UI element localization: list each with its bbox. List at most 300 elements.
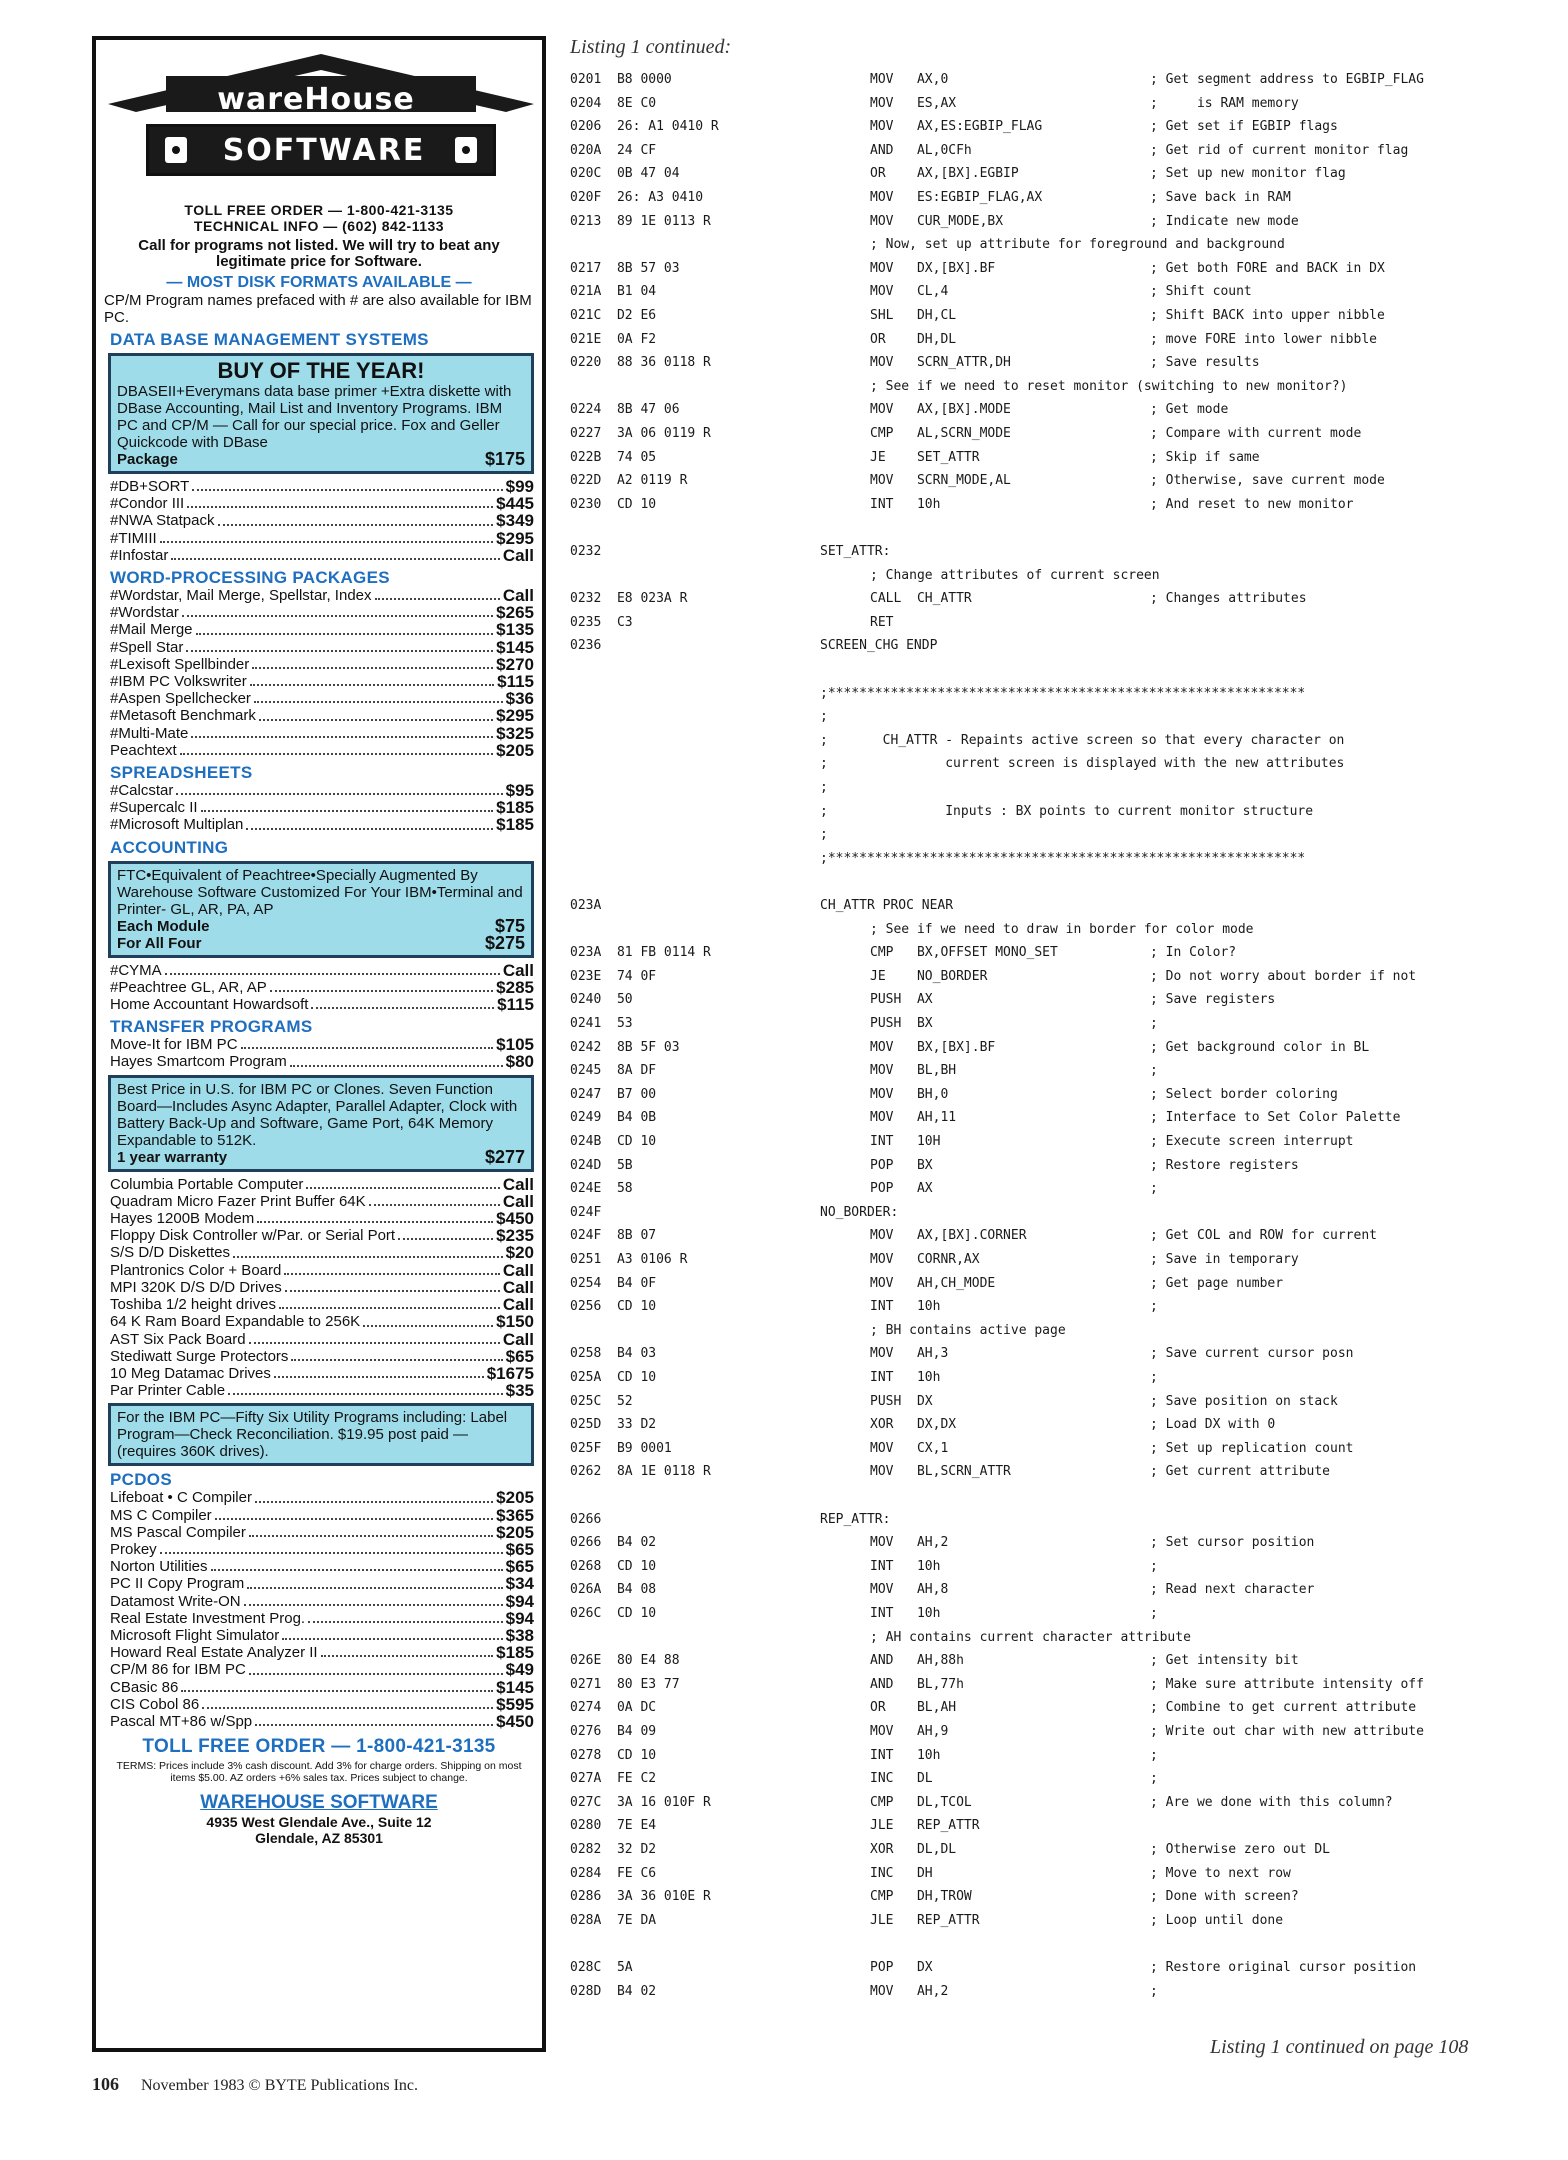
code-instruction: XOR DX,DX [870, 1417, 957, 1433]
code-comment: ; Done with screen? [1150, 1889, 1299, 1905]
item-price: $80 [505, 1052, 534, 1072]
code-instruction: MOV AX,[BX].CORNER [870, 1228, 1027, 1244]
code-comment: ; See if we need to reset monitor (switching to new monitor?) [870, 378, 1348, 394]
code-comment-block: ; CH_ATTR - Repaints active screen so that every character on [820, 732, 1345, 748]
code-address: 0241 53 [570, 1016, 633, 1031]
code-instruction: MOV DX,[BX].BF [870, 260, 996, 276]
item-name: CP/M 86 for IBM PC [110, 1661, 246, 1679]
spreadsheet-list [110, 782, 534, 834]
dot-leader [201, 799, 494, 812]
code-comment: ; Read next character [1150, 1582, 1315, 1598]
price-item [110, 1210, 534, 1227]
code-address: 0266 B4 02 [570, 1535, 657, 1551]
code-line [570, 969, 1510, 989]
item-price: $105 [496, 1035, 534, 1055]
section-dbms: DATA BASE MANAGEMENT SYSTEMS [110, 330, 429, 349]
code-comment: ; Write out char with new attribute [1150, 1724, 1424, 1739]
code-address: 0217 8B 57 03 [570, 260, 680, 276]
dot-leader [171, 547, 499, 560]
code-instruction: MOV AH,CH_MODE [870, 1275, 996, 1291]
item-name: MPI 320K D/S D/D Drives [110, 1278, 282, 1296]
code-line [570, 497, 1510, 517]
dot-leader [215, 1507, 493, 1520]
code-comment: ; Set up replication count [1150, 1440, 1354, 1456]
code-instruction: OR AX,[BX].EGBIP [870, 166, 1019, 182]
code-instruction: JE NO_BORDER [870, 968, 988, 984]
code-comment: ; Get background color in BL [1150, 1039, 1370, 1055]
price-item [110, 1610, 534, 1627]
item-name: #Peachtree GL, AR, AP [110, 978, 267, 996]
buy-box-text: DBASEII+Everymans data base primer +Extra diskette with DBase Accounting, Mail List and Inventory Programs. IBM PC and CP/M — Call for our special price. Fox and Geller Quickcode with DBase [117, 383, 512, 451]
code-line [570, 355, 1510, 375]
code-comment: ; Save in temporary [1150, 1252, 1299, 1267]
code-address: 0268 CD 10 [570, 1558, 657, 1574]
item-price: $205 [496, 740, 534, 760]
code-line [570, 544, 1510, 564]
dot-leader [270, 979, 493, 992]
dot-leader [279, 1296, 500, 1309]
code-comment: ; Get both FORE and BACK in DX [1150, 260, 1385, 276]
code-line [570, 709, 1510, 729]
code-line [570, 1323, 1510, 1343]
dot-leader [306, 1176, 499, 1189]
code-comment: ; Change attributes of current screen [870, 567, 1160, 583]
code-comment: ; [1150, 1771, 1158, 1787]
item-name: Hayes 1200B Modem [110, 1210, 255, 1228]
price-item [110, 725, 534, 742]
item-name: #Wordstar, Mail Merge, Spellstar, Index [110, 587, 372, 605]
publication-credit: November 1983 © BYTE Publications Inc. [141, 2077, 418, 2094]
dot-leader [284, 1262, 499, 1275]
price-item [110, 1679, 534, 1696]
code-line [570, 1464, 1510, 1484]
dot-leader [182, 604, 493, 617]
code-line [570, 1417, 1510, 1437]
item-name: Move-It for IBM PC [110, 1036, 238, 1054]
code-instruction: MOV CUR_MODE,BX [870, 213, 1004, 229]
code-line [570, 473, 1510, 493]
code-comment: ; And reset to new monitor [1150, 496, 1354, 512]
code-address: 0242 8B 5F 03 [570, 1039, 680, 1055]
code-address: 026A B4 08 [570, 1582, 657, 1598]
toll-free-footer: TOLL FREE ORDER — 1-800-421-3135 [142, 1736, 496, 1758]
item-name: #NWA Statpack [110, 512, 215, 530]
code-line [570, 308, 1510, 328]
price-item [110, 782, 534, 799]
dot-leader [187, 495, 493, 508]
item-name: Plantronics Color + Board [110, 1261, 282, 1279]
price-item [110, 547, 534, 564]
price-item [110, 996, 534, 1013]
code-label: NO_BORDER: [820, 1204, 899, 1220]
code-line [570, 261, 1510, 281]
code-line [570, 426, 1510, 446]
code-instruction: OR DH,DL [870, 331, 957, 347]
code-address: 024F 8B 07 [570, 1228, 657, 1244]
buy-box-title: BUY OF THE YEAR! [217, 358, 425, 383]
code-address: 0271 80 E3 77 [570, 1676, 680, 1692]
code-comment: ; See if we need to draw in border for color mode [870, 921, 1254, 937]
code-instruction: SHL DH,CL [870, 308, 957, 323]
dot-leader [254, 690, 503, 703]
code-instruction: POP AX [870, 1181, 933, 1197]
dot-leader [211, 1558, 503, 1571]
item-price: Call [502, 1295, 534, 1315]
code-comment: ; [1150, 1747, 1158, 1763]
code-line [570, 1842, 1510, 1862]
hardware-list [110, 1176, 534, 1400]
item-price: $185 [496, 798, 534, 818]
item-price: $270 [496, 654, 534, 674]
price-item [110, 1558, 534, 1575]
code-comment: ; Interface to Set Color Palette [1150, 1110, 1401, 1126]
code-comment: ; Set cursor position [1150, 1535, 1315, 1551]
item-name: Prokey [110, 1540, 157, 1558]
code-comment: ; Indicate new mode [1150, 213, 1299, 229]
code-instruction: POP DX [870, 1960, 933, 1975]
code-comment: ; [1150, 1299, 1158, 1315]
buy-of-year-box [108, 353, 534, 474]
board-box-label: 1 year warranty [117, 1148, 228, 1166]
code-comment: ; AH contains current character attribute [870, 1629, 1191, 1645]
price-item [110, 1313, 534, 1330]
code-instruction: INT 10h [870, 1558, 941, 1574]
price-item [110, 673, 534, 690]
price-item [110, 979, 534, 996]
dot-leader [191, 725, 493, 738]
code-address: 025C 52 [570, 1393, 633, 1409]
transfer-list [110, 1036, 534, 1070]
accounting-module-label: Each Module [117, 917, 210, 935]
dot-leader [252, 656, 493, 669]
item-name: 64 K Ram Board Expandable to 256K [110, 1313, 361, 1331]
section-spreadsheets: SPREADSHEETS [110, 763, 253, 783]
item-name: #Lexisoft Spellbinder [110, 655, 250, 673]
dot-leader [398, 1227, 493, 1240]
code-line [570, 96, 1510, 116]
item-name: Datamost Write-ON [110, 1592, 241, 1610]
item-price: $145 [496, 1677, 534, 1697]
item-name: Quadram Micro Fazer Print Buffer 64K [110, 1192, 366, 1210]
code-address: 0220 88 36 0118 R [570, 355, 711, 371]
code-comment-block: ; Inputs : BX points to current monitor structure [820, 803, 1314, 819]
code-line [570, 72, 1510, 92]
dot-leader [233, 1244, 503, 1257]
code-line [570, 591, 1510, 611]
code-comment: ; Get intensity bit [1150, 1653, 1299, 1669]
item-price: $1675 [486, 1363, 534, 1383]
code-comment: ; Skip if same [1150, 449, 1260, 465]
dot-leader [308, 1610, 503, 1623]
code-address: 028D B4 02 [570, 1983, 657, 1999]
code-instruction: MOV BX,[BX].BF [870, 1039, 996, 1055]
price-item [110, 1524, 534, 1541]
item-name: Hayes Smartcom Program [110, 1053, 287, 1071]
price-item [110, 1348, 534, 1365]
code-line [570, 874, 1510, 894]
code-address: 022B 74 05 [570, 449, 657, 465]
code-instruction: MOV BL,BH [870, 1063, 957, 1079]
code-address: 020F 26: A3 0410 [570, 190, 704, 205]
code-comment: ; Loop until done [1150, 1912, 1284, 1928]
price-item [110, 656, 534, 673]
ad-logo [106, 52, 532, 202]
dot-leader [249, 1661, 503, 1674]
item-name: #Calcstar [110, 782, 174, 800]
code-line [570, 1771, 1510, 1791]
code-line [570, 992, 1510, 1012]
code-comment: ; Now, set up attribute for foreground and background [870, 237, 1285, 253]
code-comment-block: ; [820, 709, 828, 725]
item-price: $450 [496, 1711, 534, 1731]
code-comment: ; Save back in RAM [1150, 190, 1291, 205]
item-price: $185 [496, 815, 534, 835]
dbms-list [110, 478, 534, 564]
code-address: 021C D2 E6 [570, 308, 657, 323]
dot-leader [192, 478, 502, 491]
code-instruction: CMP AL,SCRN_MODE [870, 426, 1011, 441]
dot-leader [285, 1279, 500, 1292]
price-item [110, 512, 534, 529]
word-list [110, 587, 534, 759]
dot-leader [218, 512, 494, 525]
code-comment-block: ;************************************************************* [820, 685, 1306, 701]
code-line [570, 1913, 1510, 1933]
call-note: Call for programs not listed. We will try to beat any legitimate price for Software. [138, 237, 500, 270]
item-price: $235 [496, 1226, 534, 1246]
code-address: 023E 74 0F [570, 968, 657, 984]
code-instruction: MOV CORNR,AX [870, 1252, 980, 1267]
code-line [570, 733, 1510, 753]
board-box-price: $277 [484, 1146, 525, 1167]
code-line [570, 237, 1510, 257]
code-line [570, 214, 1510, 234]
code-comment: ; Save position on stack [1150, 1393, 1338, 1409]
price-item [110, 1382, 534, 1399]
item-price: $365 [496, 1505, 534, 1525]
dot-leader [282, 1627, 502, 1640]
code-line [570, 1346, 1510, 1366]
accounting-all-label: For All Four [117, 934, 202, 952]
item-price: $65 [505, 1346, 534, 1366]
dot-leader [274, 1365, 484, 1378]
accounting-all-price: $275 [484, 932, 525, 953]
code-instruction: INT 10h [870, 1370, 941, 1385]
item-price: Call [502, 960, 534, 980]
code-instruction: MOV SCRN_MODE,AL [870, 473, 1011, 489]
item-name: #Infostar [110, 546, 169, 564]
code-instruction: MOV SCRN_ATTR,DH [870, 355, 1011, 371]
item-name: S/S D/D Diskettes [110, 1244, 231, 1262]
code-line [570, 780, 1510, 800]
code-comment: ; Are we done with this column? [1150, 1794, 1393, 1810]
cpm-note: CP/M Program names prefaced with # are also available for IBM PC. [104, 292, 532, 326]
code-comment: ; Combine to get current attribute [1150, 1700, 1417, 1716]
code-comment: ; Restore registers [1150, 1157, 1299, 1173]
code-label: REP_ATTR: [820, 1511, 891, 1527]
code-address: 024B CD 10 [570, 1134, 657, 1149]
code-address: 0282 32 D2 [570, 1842, 657, 1857]
item-price: $445 [496, 494, 534, 514]
code-instruction: MOV BH,0 [870, 1086, 949, 1102]
code-address: 0254 B4 0F [570, 1275, 657, 1291]
dot-leader [257, 1210, 493, 1223]
dot-leader [160, 530, 494, 543]
accounting-row-module [117, 915, 525, 936]
code-instruction: MOV AX,0 [870, 72, 949, 87]
brand-subtitle: SOFTWARE [222, 133, 426, 168]
item-name: #Aspen Spellchecker [110, 690, 251, 708]
code-line [570, 686, 1510, 706]
code-address: 028A 7E DA [570, 1912, 657, 1928]
item-price: $595 [496, 1694, 534, 1714]
code-instruction: XOR DL,DL [870, 1842, 957, 1857]
price-item [110, 1331, 534, 1348]
code-address: 0256 CD 10 [570, 1299, 657, 1315]
item-price: $450 [496, 1209, 534, 1229]
dot-leader [369, 1193, 500, 1206]
code-comment: ; Get set if EGBIP flags [1150, 119, 1338, 135]
code-comment: ; [1150, 1063, 1158, 1079]
code-comment: ; move FORE into lower nibble [1150, 331, 1377, 347]
dot-leader [196, 621, 494, 634]
code-line [570, 827, 1510, 847]
code-address: 0224 8B 47 06 [570, 402, 680, 418]
toll-free-phone: TOLL FREE ORDER — 1-800-421-3135 [184, 202, 454, 218]
code-line [570, 945, 1510, 965]
code-comment: ; Restore original cursor position [1150, 1960, 1417, 1975]
item-price: Call [502, 1260, 534, 1280]
code-address: 024E 58 [570, 1181, 633, 1197]
item-price: $295 [496, 528, 534, 548]
code-address: 0206 26: A1 0410 R [570, 119, 719, 135]
dot-leader [311, 996, 494, 1009]
dot-leader [363, 1313, 493, 1326]
code-line [570, 1299, 1510, 1319]
dot-leader [247, 1575, 502, 1588]
code-instruction: MOV AH,2 [870, 1535, 949, 1551]
item-name: MS C Compiler [110, 1506, 212, 1524]
code-line [570, 1606, 1510, 1626]
code-address: 0232 E8 023A R [570, 591, 688, 607]
code-address: 0247 B7 00 [570, 1086, 657, 1102]
item-name: #Mail Merge [110, 621, 193, 639]
code-address: 020C 0B 47 04 [570, 166, 680, 182]
terms-text: TERMS: Prices include 3% cash discount. Add 3% for charge orders. Shipping on most items $5.00. AZ orders +6% sales tax. Prices subject to change. [116, 1760, 522, 1785]
item-name: Howard Real Estate Analyzer II [110, 1644, 318, 1662]
code-line [570, 898, 1510, 918]
code-comment: ; In Color? [1150, 945, 1237, 961]
dot-leader [186, 639, 493, 652]
code-comment: ; Save current cursor posn [1150, 1346, 1354, 1362]
code-line [570, 1394, 1510, 1414]
dot-leader [249, 1331, 500, 1344]
item-name: Peachtext [110, 741, 177, 759]
code-address: 0262 8A 1E 0118 R [570, 1464, 711, 1480]
price-item [110, 587, 534, 604]
item-name: AST Six Pack Board [110, 1330, 246, 1348]
code-comment: ; Execute screen interrupt [1150, 1134, 1354, 1149]
code-line [570, 1936, 1510, 1956]
code-line [570, 1724, 1510, 1744]
board-box-text: Best Price in U.S. for IBM PC or Clones. Seven Function Board—Includes Async Adapter, Parallel Adapter, Clock with Battery Back-Up and Software, Game Port, 64K Memory Expandable to 512K. [117, 1080, 518, 1149]
code-comment: ; Get page number [1150, 1275, 1284, 1291]
code-instruction: MOV AH,8 [870, 1582, 949, 1598]
code-line [570, 520, 1510, 540]
code-instruction: MOV AH,9 [870, 1724, 949, 1739]
code-address: 021A B1 04 [570, 284, 657, 300]
item-price: Call [502, 1174, 534, 1194]
code-line [570, 662, 1510, 682]
code-instruction: JLE REP_ATTR [870, 1912, 980, 1928]
item-price: $49 [505, 1660, 534, 1680]
price-item [110, 1262, 534, 1279]
code-instruction: PUSH AX [870, 992, 933, 1008]
item-price: $34 [505, 1574, 534, 1594]
item-price: $115 [497, 672, 534, 692]
code-comment: ; Get mode [1150, 402, 1229, 418]
code-line [570, 851, 1510, 871]
code-line [570, 922, 1510, 942]
code-comment-block: ; [820, 827, 828, 843]
code-line [570, 284, 1510, 304]
code-comment-block: ; current screen is displayed with the new attributes [820, 756, 1345, 772]
item-price: $325 [496, 723, 534, 743]
item-price: $99 [505, 477, 534, 496]
formats-banner: — MOST DISK FORMATS AVAILABLE — [166, 274, 472, 291]
code-address: 0204 8E C0 [570, 95, 657, 111]
brand-sign [146, 124, 496, 176]
warehouse-software-ad [92, 36, 546, 2052]
accounting-module-price: $75 [494, 915, 525, 936]
code-label: SCREEN_CHG ENDP [820, 638, 938, 654]
code-line [570, 638, 1510, 658]
item-price: $265 [496, 603, 534, 623]
code-address: 0276 B4 09 [570, 1724, 657, 1739]
code-line [570, 1700, 1510, 1720]
item-name: Pascal MT+86 w/Spp [110, 1712, 253, 1730]
item-name: #CYMA [110, 961, 162, 979]
item-price: $95 [505, 781, 534, 801]
board-box [108, 1075, 534, 1172]
accounting-list [110, 962, 534, 1014]
accounting-row-all [117, 932, 525, 953]
code-comment: ; Load DX with 0 [1150, 1417, 1276, 1433]
item-price: $35 [505, 1381, 534, 1401]
code-line [570, 332, 1510, 352]
code-address: 0258 B4 03 [570, 1346, 657, 1362]
code-address: 0236 [570, 638, 602, 654]
code-line [570, 1535, 1510, 1555]
dot-leader [244, 1593, 503, 1606]
code-instruction: CALL CH_ATTR [870, 591, 972, 607]
item-name: Floppy Disk Controller w/Par. or Serial Port [110, 1227, 396, 1245]
dot-leader [290, 1053, 503, 1066]
item-price: $65 [505, 1539, 534, 1559]
item-name: MS Pascal Compiler [110, 1523, 246, 1541]
item-name: #TIMIII [110, 529, 157, 547]
code-instruction: MOV AX,ES:EGBIP_FLAG [870, 119, 1043, 135]
address-city: Glendale, AZ 85301 [255, 1830, 383, 1847]
code-line [570, 1960, 1510, 1980]
utility-box-text: For the IBM PC—Fifty Six Utility Programs including: Label Program—Check Reconciliation. $19.95 post paid — (requires 360K drives). [117, 1409, 508, 1461]
dot-leader [228, 1382, 503, 1395]
price-item [110, 707, 534, 724]
code-line [570, 1582, 1510, 1602]
item-price: Call [502, 1277, 534, 1297]
code-line [570, 379, 1510, 399]
item-name: Norton Utilities [110, 1558, 208, 1576]
